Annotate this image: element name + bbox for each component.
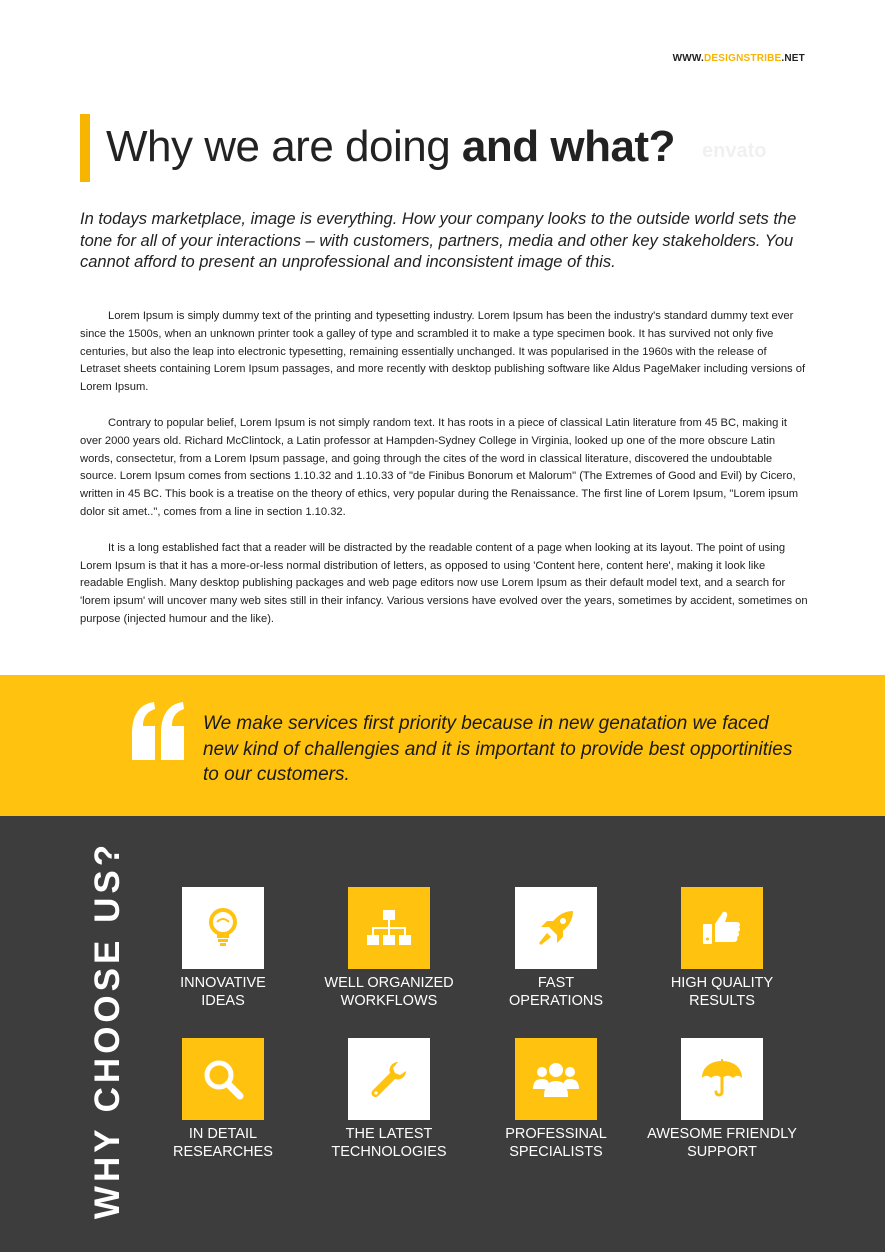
body-paragraph-2: Contrary to popular belief, Lorem Ipsum is not simply random text. It has roots in a piece of classical Latin literature from 45 BC, making it over 2000 years old. Richard McClintock, a Latin professor at Hampden-Sydney College in Virginia, looked up one of the more obscure Latin words, consectetur, from a Lorem Ipsum passage, and going through the cites of the word in classical literature, discovered the undoubtable source. Lorem Ipsum comes from sections 1.10.32 and 1.10.33 of "de Finibus Bonorum et Malorum" (The Extremes of Good and Evil) by Cicero, written in 45 BC. This book is a treatise on the theory of ethics, very popular during the Renaissance. The first line of Lorem Ipsum, "Lorem ipsum dolor sit amet..", comes from a line in section 1.10.32.: [80, 416, 799, 518]
title-bold: and what?: [461, 122, 675, 171]
feature-icon-box: [681, 887, 763, 969]
body-text: [80, 308, 808, 647]
lightbulb-icon: [206, 908, 240, 948]
feature-label: WELL ORGANIZED WORKFLOWS: [324, 975, 454, 1009]
feature-icon-box: [348, 887, 430, 969]
intro-paragraph: In todays marketplace, image is everything. How your company looks to the outside world sets the tone for all of your interactions – with customers, partners, media and other key stakeholders. You cannot afford to present an unprofessional and inconsistent image of this.: [80, 210, 797, 271]
site-url: [620, 53, 805, 64]
feature-latest-technologies: [314, 1038, 464, 1161]
feature-fast-operations: [481, 887, 631, 1010]
site-url-prefix: WWW.: [672, 53, 704, 64]
quote-icon: [128, 700, 188, 762]
feature-professional-specialists: [481, 1038, 631, 1161]
wrench-icon: [368, 1058, 410, 1100]
feature-icon-box: [515, 887, 597, 969]
feature-label: THE LATEST TECHNOLOGIES: [331, 1126, 447, 1160]
title-light: Why we are doing: [106, 122, 462, 171]
why-choose-title: WHY CHOOSE US?: [88, 840, 127, 1220]
feature-icon-box: [348, 1038, 430, 1120]
feature-icon-box: [182, 887, 264, 969]
feature-high-quality-results: [647, 887, 797, 1010]
sitemap-icon: [366, 908, 412, 948]
feature-label: IN DETAIL RESEARCHES: [173, 1126, 273, 1160]
feature-in-detail-researches: [148, 1038, 298, 1161]
feature-label: INNOVATIVE IDEAS: [180, 975, 266, 1009]
site-url-brand: DESIGNSTRIBE: [703, 53, 782, 64]
page-title: [106, 118, 675, 176]
umbrella-icon: [700, 1058, 744, 1100]
feature-label: AWESOME FRIENDLY SUPPORT: [647, 1126, 797, 1160]
feature-label: PROFESSINAL SPECIALISTS: [505, 1126, 607, 1160]
body-paragraph-3: It is a long established fact that a reader will be distracted by the readable content of a page when looking at its layout. The point of using Lorem Ipsum is that it has a more-or-less normal distribution of letters, as opposed to using 'Content here, content here', making it look like readable English. Many desktop publishing packages and web page editors now use Lorem Ipsum as their default model text, and a search for 'lorem ipsum' will uncover many web sites still in their infancy. Various versions have evolved over the years, sometimes by accident, sometimes on purpose (injected humour and the like).: [80, 541, 808, 625]
feature-icon-box: [515, 1038, 597, 1120]
watermark-envato: envato: [702, 140, 767, 162]
search-icon: [202, 1058, 244, 1100]
site-url-suffix: .NET: [781, 53, 805, 64]
feature-icon-box: [182, 1038, 264, 1120]
feature-well-organized-workflows: [314, 887, 464, 1010]
quote-text: We make services first priority because in new genatation we faced new kind of challengies and it is important to provide best opportinities to our customers.: [203, 713, 793, 785]
feature-label: FAST OPERATIONS: [509, 975, 603, 1009]
feature-label: HIGH QUALITY RESULTS: [670, 975, 774, 1009]
feature-icon-box: [681, 1038, 763, 1120]
feature-innovative-ideas: [148, 887, 298, 1010]
thumbs-up-icon: [701, 908, 743, 948]
feature-awesome-friendly-support: [647, 1038, 797, 1161]
rocket-icon: [535, 907, 577, 949]
body-paragraph-1: Lorem Ipsum is simply dummy text of the printing and typesetting industry. Lorem Ipsum has been the industry's standard dummy text ever since the 1500s, when an unknown printer took a galley of type and scrambled it to make a type specimen book. It has survived not only five centuries, but also the leap into electronic typesetting, remaining essentially unchanged. It was popularised in the 1960s with the release of Letraset sheets containing Lorem Ipsum passages, and more recently with desktop publishing software like Aldus PageMaker including versions of Lorem Ipsum.: [80, 310, 806, 394]
users-icon: [532, 1059, 580, 1099]
why-choose-section: [0, 816, 885, 1252]
title-accent-bar: [80, 114, 90, 182]
